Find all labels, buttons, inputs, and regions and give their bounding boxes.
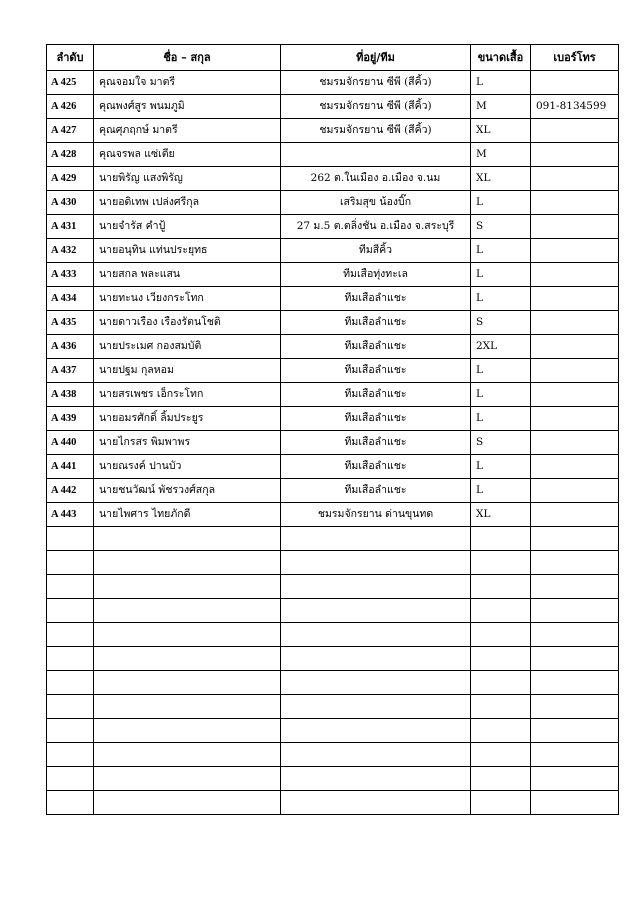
cell-name: นายพิรัญ แสงพิรัญ xyxy=(94,167,281,191)
empty-cell xyxy=(281,599,471,623)
empty-cell xyxy=(47,743,94,767)
cell-number: A 427 xyxy=(47,119,94,143)
cell-phone xyxy=(531,143,619,167)
cell-name: นายไกรสร พิมพาพร xyxy=(94,431,281,455)
cell-name: คุณจอมใจ มาตรี xyxy=(94,71,281,95)
empty-cell xyxy=(281,767,471,791)
table-row xyxy=(47,215,619,239)
empty-table-row xyxy=(47,767,619,791)
cell-shirt-size: S xyxy=(471,311,531,335)
cell-name: นายสรเพชร เอ็กระโทก xyxy=(94,383,281,407)
cell-name: นายประเมศ กองสมบัติ xyxy=(94,335,281,359)
cell-address: 27 ม.5 ต.ตลิ่งชัน อ.เมือง จ.สระบุรี xyxy=(281,215,471,239)
cell-shirt-size: M xyxy=(471,95,531,119)
empty-cell xyxy=(281,791,471,815)
table-row xyxy=(47,383,619,407)
table-row xyxy=(47,479,619,503)
cell-address xyxy=(281,143,471,167)
table-row xyxy=(47,263,619,287)
cell-number: A 440 xyxy=(47,431,94,455)
empty-cell xyxy=(47,623,94,647)
table-row xyxy=(47,455,619,479)
empty-cell xyxy=(531,743,619,767)
empty-cell xyxy=(531,671,619,695)
empty-table-row xyxy=(47,623,619,647)
table-row xyxy=(47,143,619,167)
empty-cell xyxy=(531,695,619,719)
empty-cell xyxy=(471,791,531,815)
empty-cell xyxy=(281,575,471,599)
empty-cell xyxy=(47,647,94,671)
empty-cell xyxy=(531,575,619,599)
empty-cell xyxy=(47,551,94,575)
cell-name: นายอดิเทพ เปล่งศรีกุล xyxy=(94,191,281,215)
cell-number: A 443 xyxy=(47,503,94,527)
table-row xyxy=(47,431,619,455)
cell-phone xyxy=(531,431,619,455)
cell-shirt-size: XL xyxy=(471,167,531,191)
cell-address: ทีมเสือลำแชะ xyxy=(281,383,471,407)
empty-cell xyxy=(281,527,471,551)
cell-shirt-size: L xyxy=(471,359,531,383)
cell-phone xyxy=(531,455,619,479)
cell-phone xyxy=(531,407,619,431)
empty-cell xyxy=(94,599,281,623)
cell-address: ทีมเสือทุ่งทะเล xyxy=(281,263,471,287)
cell-address: ทีมเสือลำแชะ xyxy=(281,455,471,479)
cell-shirt-size: L xyxy=(471,71,531,95)
cell-phone xyxy=(531,167,619,191)
empty-cell xyxy=(47,671,94,695)
cell-number: A 432 xyxy=(47,239,94,263)
cell-phone xyxy=(531,287,619,311)
empty-cell xyxy=(94,767,281,791)
empty-cell xyxy=(94,647,281,671)
empty-cell xyxy=(47,767,94,791)
table-row xyxy=(47,71,619,95)
cell-number: A 433 xyxy=(47,263,94,287)
empty-cell xyxy=(471,719,531,743)
empty-cell xyxy=(94,719,281,743)
empty-cell xyxy=(94,575,281,599)
cell-address: ชมรมจักรยาน ด่านขุนทด xyxy=(281,503,471,527)
empty-cell xyxy=(471,623,531,647)
cell-name: นายไพศาร ไทยภักดี xyxy=(94,503,281,527)
cell-number: A 441 xyxy=(47,455,94,479)
cell-number: A 442 xyxy=(47,479,94,503)
header-address: ที่อยู่/ทีม xyxy=(281,45,471,71)
table-row xyxy=(47,407,619,431)
cell-name: คุณจรพล แซ่เตีย xyxy=(94,143,281,167)
cell-shirt-size: S xyxy=(471,431,531,455)
cell-shirt-size: L xyxy=(471,191,531,215)
empty-cell xyxy=(471,551,531,575)
empty-cell xyxy=(471,695,531,719)
cell-phone xyxy=(531,311,619,335)
cell-phone xyxy=(531,191,619,215)
empty-table-row xyxy=(47,599,619,623)
empty-table-row xyxy=(47,647,619,671)
empty-cell xyxy=(471,527,531,551)
empty-cell xyxy=(531,623,619,647)
empty-cell xyxy=(94,743,281,767)
cell-phone xyxy=(531,239,619,263)
cell-number: A 425 xyxy=(47,71,94,95)
cell-name: นายดาวเรือง เรืองรัตนโชติ xyxy=(94,311,281,335)
cell-address: ทีมเสือลำแชะ xyxy=(281,287,471,311)
cell-number: A 436 xyxy=(47,335,94,359)
cell-name: นายอมรศักดิ์ ลิ้มประยูร xyxy=(94,407,281,431)
empty-cell xyxy=(281,647,471,671)
empty-cell xyxy=(471,647,531,671)
empty-table-row xyxy=(47,695,619,719)
empty-table-row xyxy=(47,671,619,695)
cell-name: คุณพงศ์สูร พนมภูมิ xyxy=(94,95,281,119)
cell-address: ทีมเสือลำแชะ xyxy=(281,431,471,455)
empty-cell xyxy=(94,551,281,575)
cell-number: A 430 xyxy=(47,191,94,215)
cell-address: เสริมสุข น้องบิ๊ก xyxy=(281,191,471,215)
empty-cell xyxy=(531,551,619,575)
empty-cell xyxy=(94,791,281,815)
table-row xyxy=(47,503,619,527)
cell-address: ชมรมจักรยาน ซีพี (สีคิ้ว) xyxy=(281,119,471,143)
empty-cell xyxy=(281,623,471,647)
cell-name: นายชนวัฒน์ พัชรวงศ์สกุล xyxy=(94,479,281,503)
empty-cell xyxy=(47,791,94,815)
cell-name: นายทะนง เวียงกระโทก xyxy=(94,287,281,311)
cell-shirt-size: XL xyxy=(471,119,531,143)
cell-address: ทีมเสือลำแชะ xyxy=(281,359,471,383)
empty-cell xyxy=(471,575,531,599)
cell-address: ทีมสีคิ้ว xyxy=(281,239,471,263)
empty-cell xyxy=(47,575,94,599)
cell-phone xyxy=(531,71,619,95)
cell-number: A 429 xyxy=(47,167,94,191)
empty-cell xyxy=(94,527,281,551)
cell-address: ทีมเสือลำแชะ xyxy=(281,407,471,431)
empty-table-row xyxy=(47,575,619,599)
header-name: ชื่อ – สกุล xyxy=(94,45,281,71)
empty-table-row xyxy=(47,551,619,575)
cell-phone xyxy=(531,359,619,383)
empty-cell xyxy=(94,671,281,695)
empty-cell xyxy=(94,623,281,647)
table-row xyxy=(47,167,619,191)
cell-number: A 434 xyxy=(47,287,94,311)
cell-phone xyxy=(531,479,619,503)
empty-cell xyxy=(471,743,531,767)
empty-cell xyxy=(531,767,619,791)
empty-cell xyxy=(531,647,619,671)
cell-address: ทีมเสือลำแชะ xyxy=(281,311,471,335)
empty-cell xyxy=(47,599,94,623)
cell-phone xyxy=(531,215,619,239)
cell-number: A 426 xyxy=(47,95,94,119)
empty-cell xyxy=(531,527,619,551)
empty-cell xyxy=(531,791,619,815)
empty-cell xyxy=(47,695,94,719)
empty-cell xyxy=(94,695,281,719)
cell-name: นายอนุทิน แท่นประยุทธ xyxy=(94,239,281,263)
cell-shirt-size: L xyxy=(471,479,531,503)
cell-name: นายจำรัส คำปู้ xyxy=(94,215,281,239)
cell-phone xyxy=(531,119,619,143)
empty-table-row xyxy=(47,719,619,743)
cell-shirt-size: 2XL xyxy=(471,335,531,359)
cell-shirt-size: L xyxy=(471,239,531,263)
cell-number: A 439 xyxy=(47,407,94,431)
cell-name: คุณศุภฤกษ์ มาตรี xyxy=(94,119,281,143)
empty-table-row xyxy=(47,527,619,551)
registration-table xyxy=(46,44,619,815)
empty-cell xyxy=(471,599,531,623)
empty-table-row xyxy=(47,791,619,815)
cell-phone: 091-8134599 xyxy=(531,95,619,119)
table-body xyxy=(47,71,619,815)
cell-name: นายปฐม กุลหอม xyxy=(94,359,281,383)
empty-cell xyxy=(47,719,94,743)
cell-shirt-size: L xyxy=(471,287,531,311)
cell-shirt-size: L xyxy=(471,263,531,287)
cell-address: 262 ต.ในเมือง อ.เมือง จ.นม xyxy=(281,167,471,191)
cell-shirt-size: L xyxy=(471,383,531,407)
empty-cell xyxy=(47,527,94,551)
cell-name: นายสกล พละแสน xyxy=(94,263,281,287)
table-row xyxy=(47,119,619,143)
cell-number: A 435 xyxy=(47,311,94,335)
cell-shirt-size: XL xyxy=(471,503,531,527)
cell-shirt-size: M xyxy=(471,143,531,167)
cell-phone xyxy=(531,383,619,407)
cell-shirt-size: L xyxy=(471,455,531,479)
empty-cell xyxy=(281,695,471,719)
cell-phone xyxy=(531,335,619,359)
table-row xyxy=(47,311,619,335)
table-row xyxy=(47,335,619,359)
table-row xyxy=(47,95,619,119)
cell-address: ชมรมจักรยาน ซีพี (สีคิ้ว) xyxy=(281,95,471,119)
cell-address: ทีมเสือลำแชะ xyxy=(281,479,471,503)
empty-cell xyxy=(281,743,471,767)
empty-cell xyxy=(281,719,471,743)
cell-shirt-size: S xyxy=(471,215,531,239)
header-shirt-size: ขนาดเสื้อ xyxy=(471,45,531,71)
empty-cell xyxy=(281,671,471,695)
empty-cell xyxy=(281,551,471,575)
table-row xyxy=(47,359,619,383)
cell-number: A 437 xyxy=(47,359,94,383)
header-phone: เบอร์โทร xyxy=(531,45,619,71)
header-number: ลำดับ xyxy=(47,45,94,71)
empty-cell xyxy=(531,599,619,623)
cell-number: A 428 xyxy=(47,143,94,167)
table-row xyxy=(47,191,619,215)
empty-cell xyxy=(471,767,531,791)
empty-cell xyxy=(531,719,619,743)
empty-table-row xyxy=(47,743,619,767)
empty-cell xyxy=(471,671,531,695)
cell-address: ทีมเสือลำแชะ xyxy=(281,335,471,359)
cell-shirt-size: L xyxy=(471,407,531,431)
cell-phone xyxy=(531,263,619,287)
cell-name: นายณรงค์ ปานบัว xyxy=(94,455,281,479)
table-row xyxy=(47,239,619,263)
cell-phone xyxy=(531,503,619,527)
cell-number: A 438 xyxy=(47,383,94,407)
header-row xyxy=(47,45,619,71)
cell-number: A 431 xyxy=(47,215,94,239)
cell-address: ชมรมจักรยาน ซีพี (สีคิ้ว) xyxy=(281,71,471,95)
table-row xyxy=(47,287,619,311)
